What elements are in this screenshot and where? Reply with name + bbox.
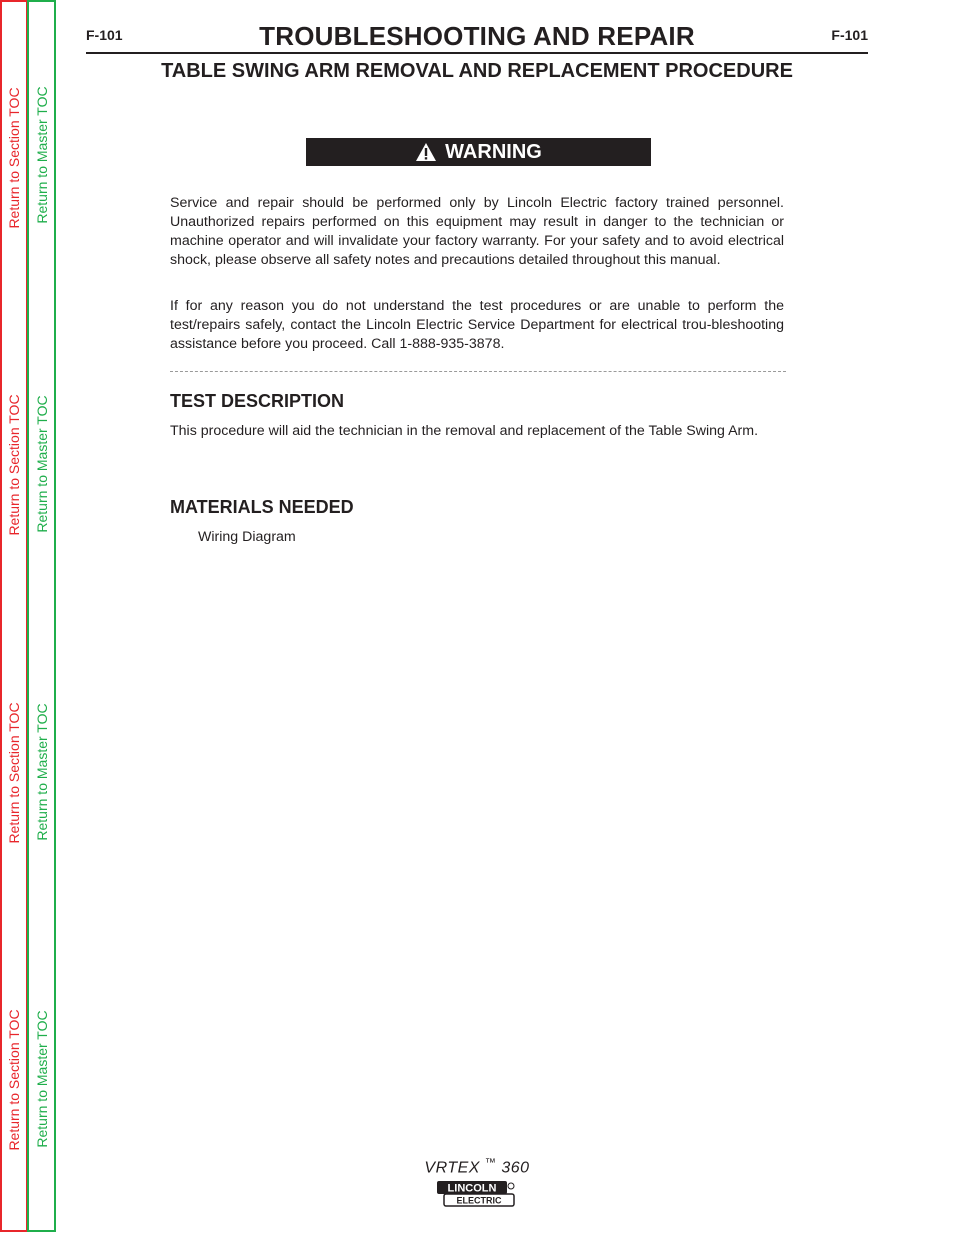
service-warning-paragraph: Service and repair should be performed only by Lincoln Electric factory trained personnel. Unauthorized repairs performed on this equipment may result in danger to the technician or machine operator and will invalidate your factory warranty. For your safety and to avoid electrical shock, please observe all safety notes and precautions detailed throughout this manual.: [170, 195, 784, 268]
trademark-symbol: ™: [484, 1157, 497, 1169]
header-divider: [86, 52, 868, 54]
page-title: TROUBLESHOOTING AND REPAIR: [259, 21, 695, 51]
return-to-master-toc-link[interactable]: Return to Master TOC: [33, 703, 50, 841]
return-to-section-toc-link[interactable]: Return to Section TOC: [6, 394, 22, 536]
logo-top-text: LINCOLN: [447, 1182, 497, 1195]
product-brand: VRTEX: [424, 1159, 480, 1177]
page-number-right: F-101: [831, 27, 868, 43]
warning-banner: [306, 138, 651, 166]
lincoln-electric-logo: [436, 1180, 516, 1208]
product-name: [420, 1157, 534, 1177]
list-item: Wiring Diagram: [198, 529, 296, 545]
test-description-heading: TEST DESCRIPTION: [170, 391, 345, 411]
return-to-master-toc-link[interactable]: Return to Master TOC: [33, 86, 50, 224]
contact-paragraph: If for any reason you do not understand the test procedures or are unable to perform the test/repairs safely, contact the Lincoln Electric Service Department for electrical trou-bleshooting assistance before you proceed. Call 1-888-935-3878.: [170, 298, 784, 352]
logo-bottom-text: ELECTRIC: [456, 1195, 502, 1206]
master-toc-bar: [27, 0, 56, 1232]
product-model: 360: [501, 1159, 530, 1177]
return-to-master-toc-link[interactable]: Return to Master TOC: [33, 395, 50, 533]
test-description-text: This procedure will aid the technician in the removal and replacement of the Table Swing Arm.: [170, 423, 759, 439]
section-toc-bar: [0, 0, 28, 1232]
dashed-divider: [170, 371, 786, 372]
return-to-section-toc-link[interactable]: Return to Section TOC: [6, 87, 22, 229]
materials-needed-heading: MATERIALS NEEDED: [170, 497, 354, 517]
return-to-section-toc-link[interactable]: Return to Section TOC: [6, 1009, 22, 1151]
warning-triangle-icon: [415, 142, 437, 162]
procedure-title: TABLE SWING ARM REMOVAL AND REPLACEMENT PROCEDURE: [161, 60, 793, 82]
return-to-master-toc-link[interactable]: Return to Master TOC: [33, 1010, 50, 1148]
page-number-left: F-101: [86, 27, 123, 43]
return-to-section-toc-link[interactable]: Return to Section TOC: [6, 702, 22, 844]
warning-label: WARNING: [445, 140, 542, 163]
